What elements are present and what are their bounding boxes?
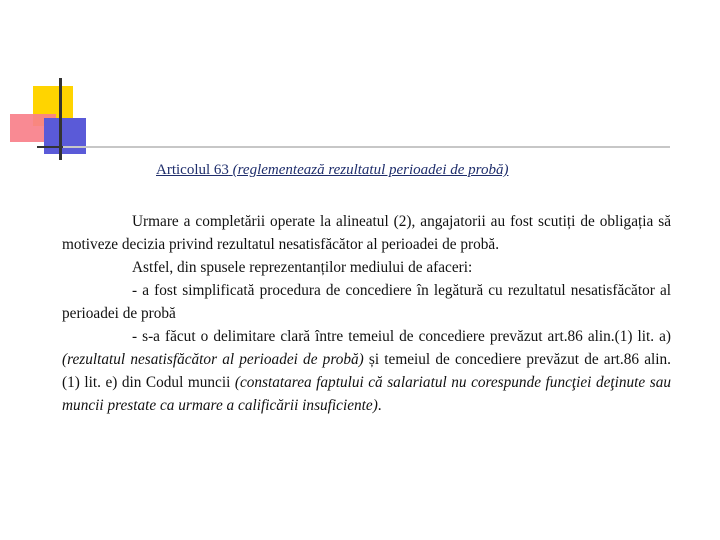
paragraph-2: Astfel, din spusele reprezentanților mediului de afaceri: [132,259,473,276]
paragraph-1: Urmare a completării operate la alineatul (2), angajatorii au fost scutiți de obligația să motiveze decizia privind rezultatul nesatisfăcător al perioadei de probă. [62,213,671,253]
slide-title [156,162,508,179]
paragraph-4-part-b: (rezultatul nesatisfăcător al perioadei de probă) [62,351,364,368]
title-separator-line [37,146,670,148]
paragraph-4-part-c: și temeiul de concediere prevăzut de art.86 alin.(1) lit. e) din Codul muncii [62,351,671,391]
paragraph-3: - a fost simplificată procedura de concediere în legătură cu rezultatul nesatisfăcător al perioadei de probă [62,282,671,322]
paragraph-4 [62,325,671,417]
title-article: Articolul 63 [156,162,229,178]
decorative-blue-square [44,118,86,154]
paragraph-4-part-a: - s-a făcut o delimitare clară între temeiul de concediere prevăzut art.86 alin.(1) lit. a) [132,328,671,345]
paragraph-4-part-d: (constatarea faptului că salariatul nu corespunde funcţiei deţinute sau muncii prestate ca urmare a calificării insuficiente) [62,374,671,414]
paragraph-4-part-e: . [377,397,382,414]
separator-accent [37,146,63,148]
slide-body [62,210,671,417]
title-subtitle: (reglementează rezultatul perioadei de probă) [232,162,509,178]
